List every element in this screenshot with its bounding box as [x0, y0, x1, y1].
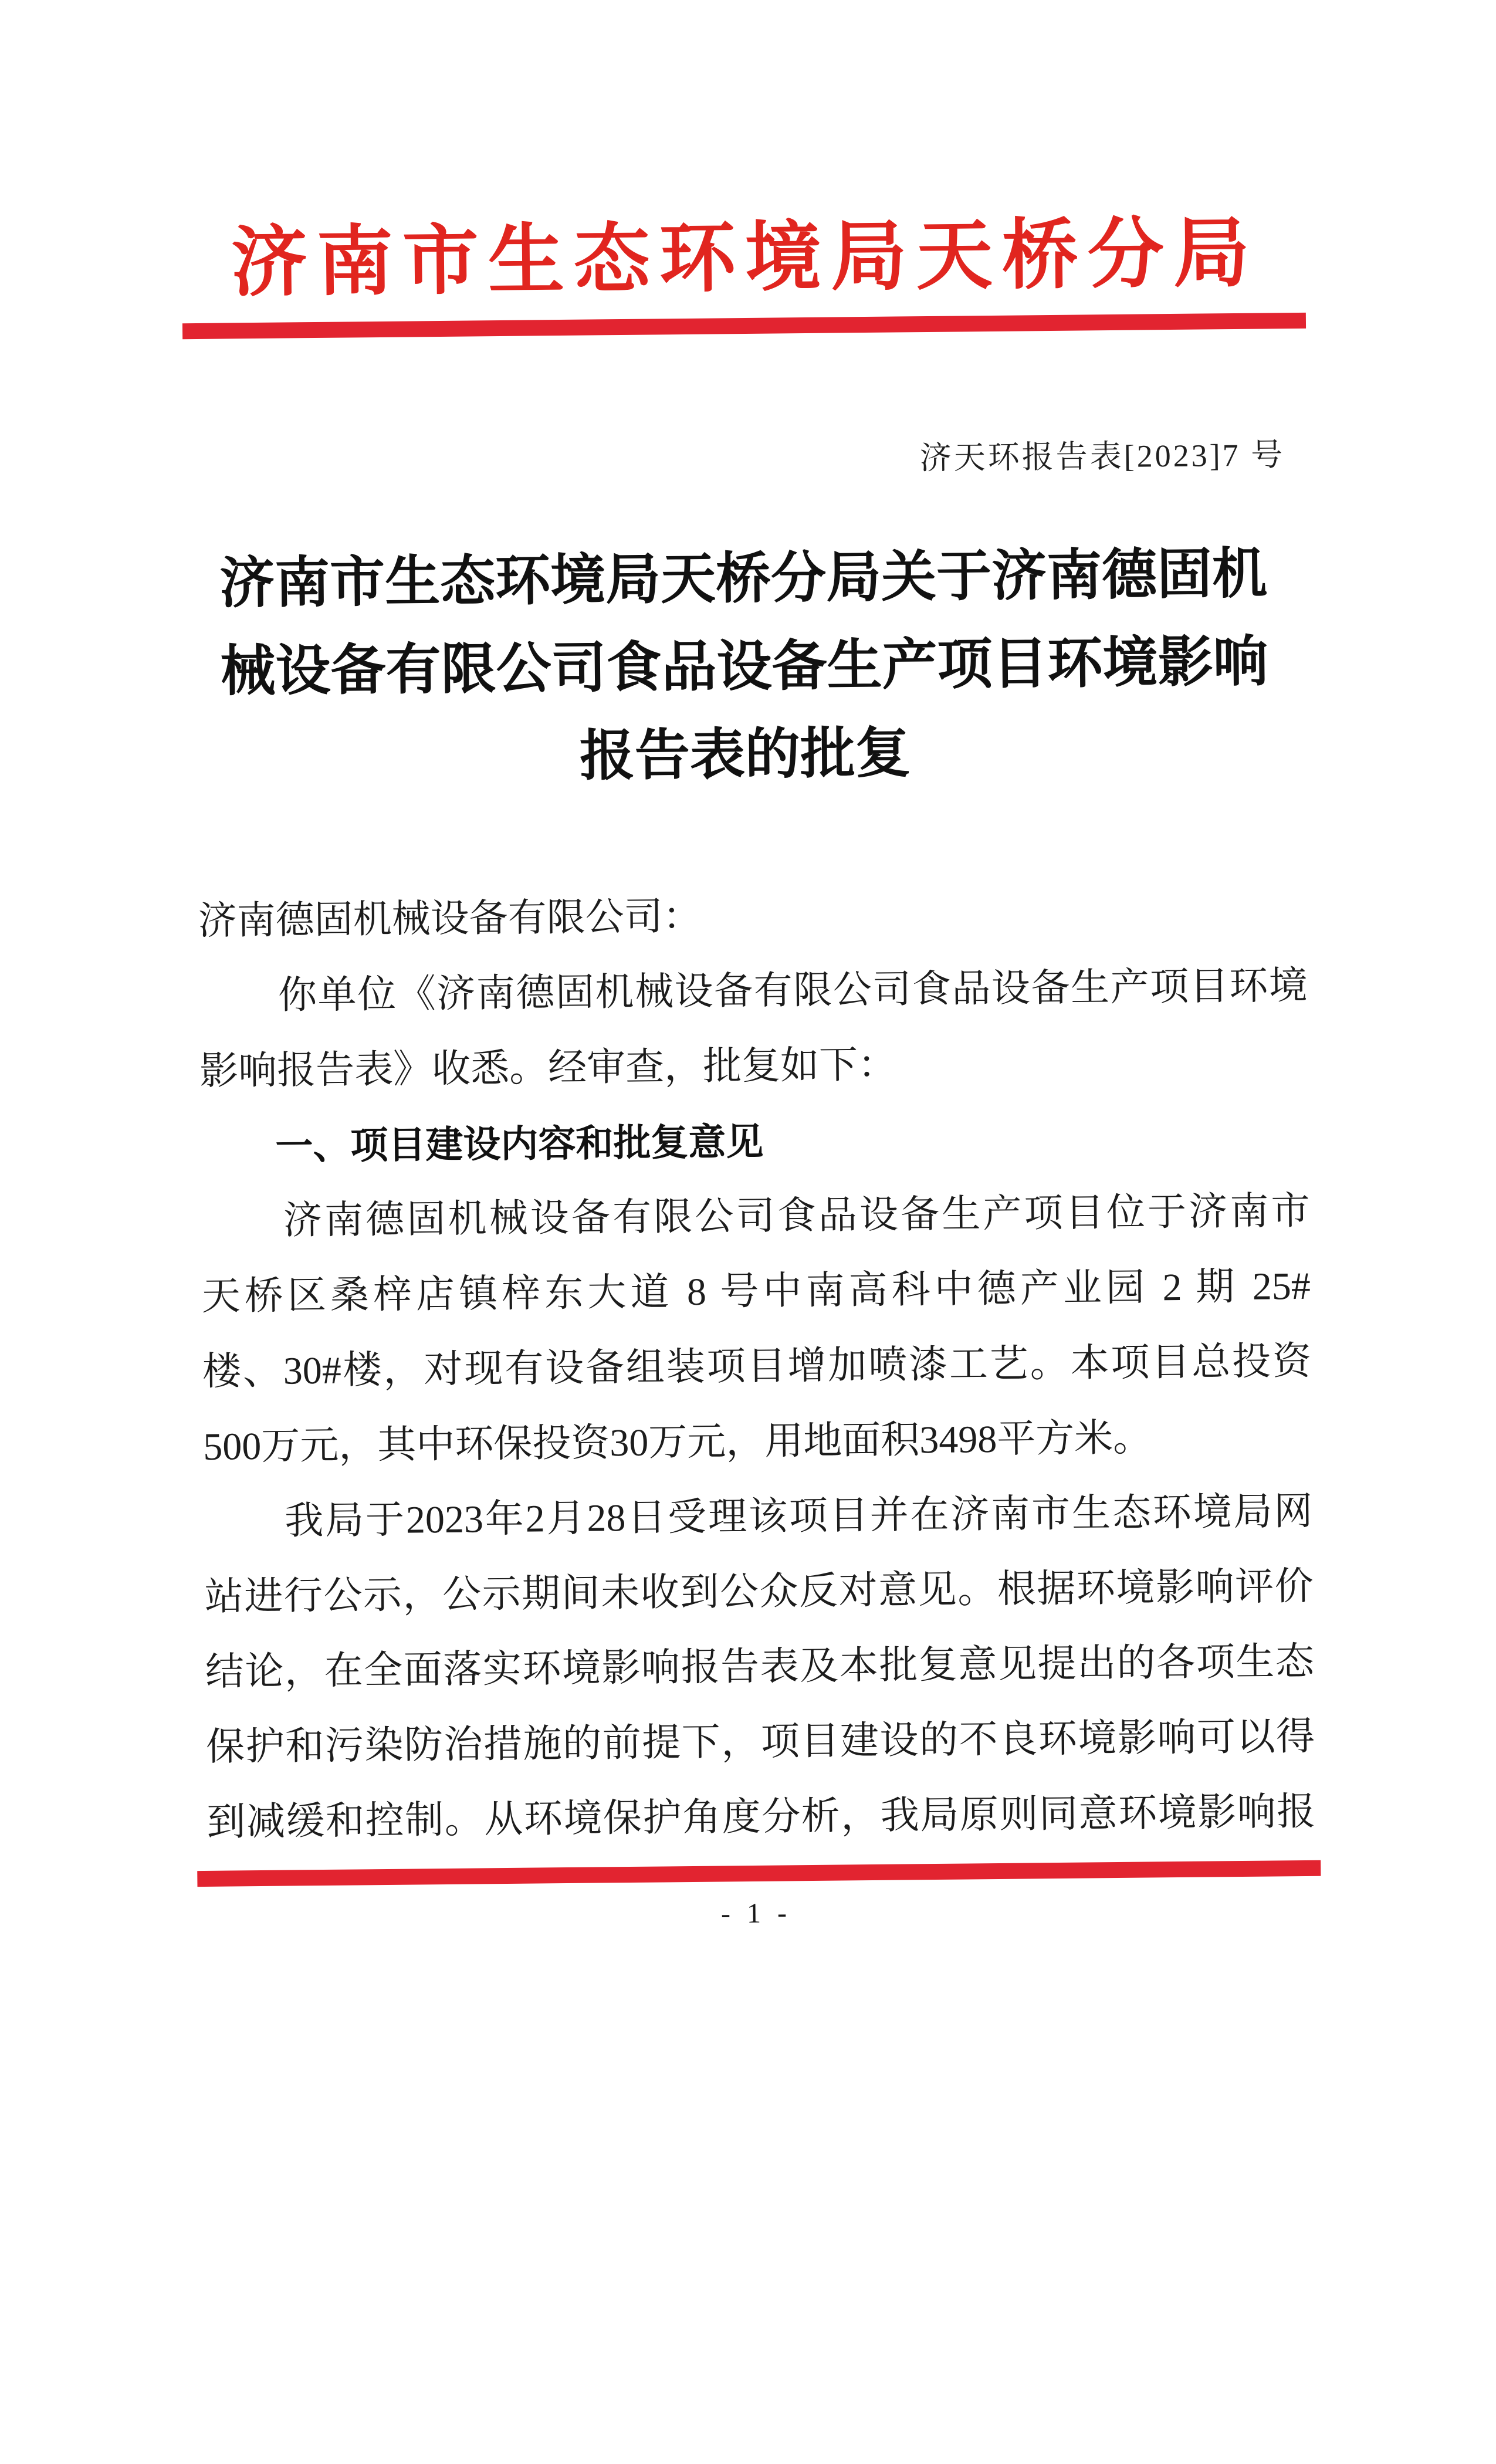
agency-letterhead: 济南市生态环境局天桥分局: [231, 211, 1260, 306]
body-line: 天桥区桑梓店镇梓东大道 8 号中南高科中德产业园 2 期 25#: [201, 1264, 1311, 1318]
document-title-line-2: 械设备有限公司食品设备生产项目环境影响: [220, 631, 1269, 703]
document-number: 济天环报告表[2023]7 号: [919, 437, 1285, 476]
body-line: 我局于2023年2月28日受理该项目并在济南市生态环境局网: [204, 1490, 1313, 1544]
salutation-line: 济南德固机械设备有限公司：: [198, 895, 702, 943]
body-line: 500万元，其中环保投资30万元，用地面积3498平方米。: [202, 1416, 1152, 1468]
body-line: 影响报告表》收悉。经审查，批复如下：: [199, 1043, 897, 1093]
page-number: - 1 -: [720, 1897, 792, 1930]
document-title-line-3: 报告表的批复: [579, 723, 911, 787]
body-line: 楼、30#楼，对现有设备组装项目增加喷漆工艺。本项目总投资: [202, 1339, 1312, 1393]
section-heading: 一、项目建设内容和批复意见: [200, 1120, 764, 1168]
body-line: 结论，在全面落实环境影响报告表及本批复意见提出的各项生态: [205, 1640, 1315, 1694]
header-red-rule: [182, 313, 1306, 339]
document-body: [198, 874, 1316, 1860]
body-line: 站进行公示，公示期间未收到公众反对意见。根据环境影响评价: [204, 1565, 1314, 1619]
document-title-line-1: 济南市生态环境局天桥分局关于济南德固机: [219, 543, 1268, 615]
document-title: [0, 528, 1494, 806]
body-line: 保护和污染防治措施的前提下，项目建设的不良环境影响可以得: [205, 1715, 1315, 1769]
body-line: 你单位《济南德固机械设备有限公司食品设备生产项目环境: [198, 964, 1308, 1018]
body-line: 到减缓和控制。从环境保护角度分析，我局原则同意环境影响报: [207, 1790, 1316, 1844]
body-line: 济南德固机械设备有限公司食品设备生产项目位于济南市: [201, 1189, 1310, 1243]
footer-red-rule: [197, 1860, 1321, 1887]
